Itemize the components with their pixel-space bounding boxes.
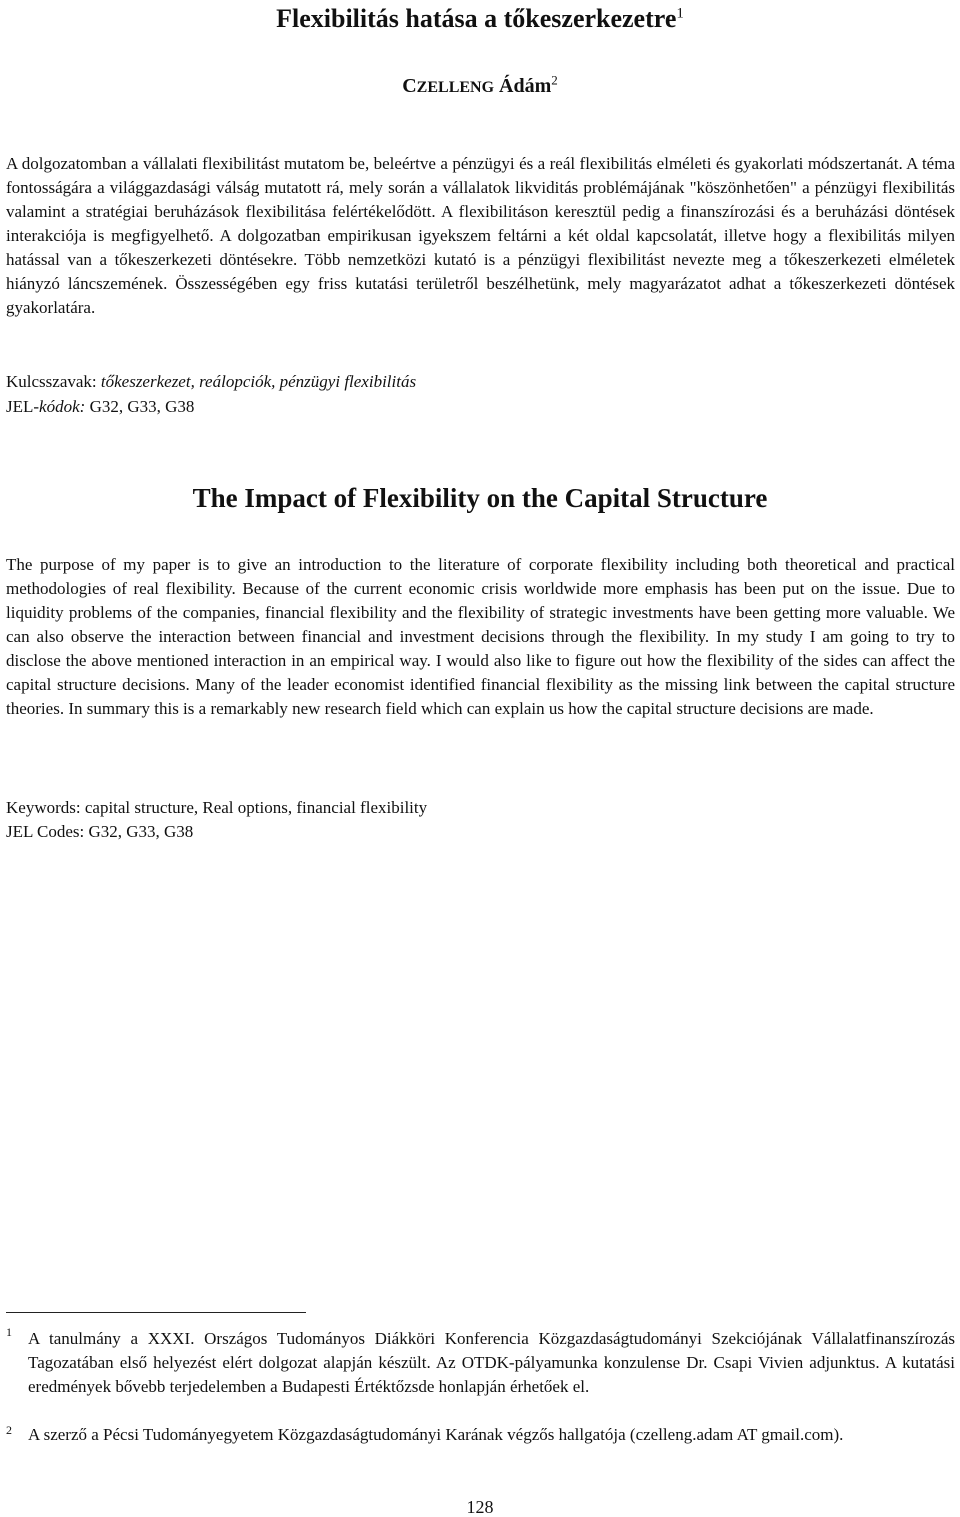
footnote-1-number: 1 — [6, 1325, 12, 1339]
page-number: 128 — [466, 1497, 494, 1517]
author-line — [0, 74, 960, 100]
footnote-separator — [6, 1312, 306, 1313]
keywords-label: Kulcsszavak: — [6, 372, 97, 391]
footnote-2-text: A szerző a Pécsi Tudományegyetem Közgazdaságtudományi Karának végzős hallgatója (czelleng.adam AT gmail.com). — [28, 1425, 844, 1444]
paper-title-text: Flexibilitás hatása a tőkeszerkezetre — [276, 4, 677, 33]
title-footnote-ref: 1 — [676, 5, 684, 22]
english-title: The Impact of Flexibility on the Capital Structure — [192, 483, 768, 513]
footnote-2-number: 2 — [6, 1423, 12, 1437]
keywords-english: Keywords: capital structure, Real options, financial flexibility — [6, 798, 428, 817]
abstract-english: The purpose of my paper is to give an introduction to the literature of corporate flexibility including both theoretical and practical methodologies of real flexibility. Because of the current economic crisis worldwide more emphasis has been put on the issue. Due to liquidity problems of the companies, financial flexibility and the flexibility of strategic investments have been getting more valuable. We can also observe the interaction between financial and investment decisions through the flexibility. In my study I am going to try to disclose the above mentioned interaction in an empirical way. I would also like to figure out how the flexibility of the sides can affect the capital structure decisions. Many of the leader economist identified financial flexibility as the missing link between the capital structure theories. In summary this is a remarkably new research field which can explain us how the capital structure decisions are made. — [6, 555, 955, 718]
jel-codes-english: JEL Codes: G32, G33, G38 — [6, 822, 194, 841]
keywords-value: tőkeszerkezet, reálopciók, pénzügyi flexibilitás — [100, 372, 417, 391]
jel-codes-hungarian — [6, 395, 194, 419]
author-lastname: CZELLENG — [402, 75, 495, 97]
author-firstname: Ádám — [499, 75, 552, 97]
jel-label-prefix: JEL- — [6, 397, 40, 416]
jel-value: G32, G33, G38 — [89, 397, 195, 416]
keywords-hungarian — [6, 370, 416, 394]
paper-title — [0, 4, 960, 34]
jel-label-italic: kódok: — [39, 397, 86, 416]
abstract-hungarian: A dolgozatomban a vállalati flexibilitást mutatom be, beleértve a pénzügyi és a reál flexibilitás elméleti és gyakorlati módszertanát. A téma fontosságára a világgazdasági válság mutatott rá, mely során a vállalatok likviditás problémájának "köszönhetően" a pénzügyi flexibilitás valamint a stratégiai beruházások flexibilitása felértékelődött. A flexibilitáson keresztül pedig a finanszírozási és a beruházási döntések interakciója is megfigyelhető. A dolgozatban empirikusan igyekszem feltárni a két oldal kapcsolatát, illetve hogy a flexibilitás milyen hatással van a tőkeszerkezeti döntésekre. Több nemzetközi kutató is a pénzügyi flexibilitást nevezte meg a tőkeszerkezeti elméletek hiányzó láncszemének. Összességében egy friss kutatási területről beszélhetünk, mely magyarázatot adhat a tőkeszerkezeti döntések gyakorlatára. — [6, 154, 955, 317]
author-footnote-ref: 2 — [551, 72, 558, 88]
footnote-1-text: A tanulmány a XXXI. Országos Tudományos Diákköri Konferencia Közgazdaságtudományi Szekciójának Vállalatfinanszírozás Tagozatában első helyezést elért dolgozat alapján készült. Az OTDK-pályamunka konzulense Dr. Csapi Vivien adjunktus. A kutatási eredmények bővebb terjedelemben a Budapesti Értéktőzsde honlapján érhetőek el. — [28, 1329, 955, 1396]
